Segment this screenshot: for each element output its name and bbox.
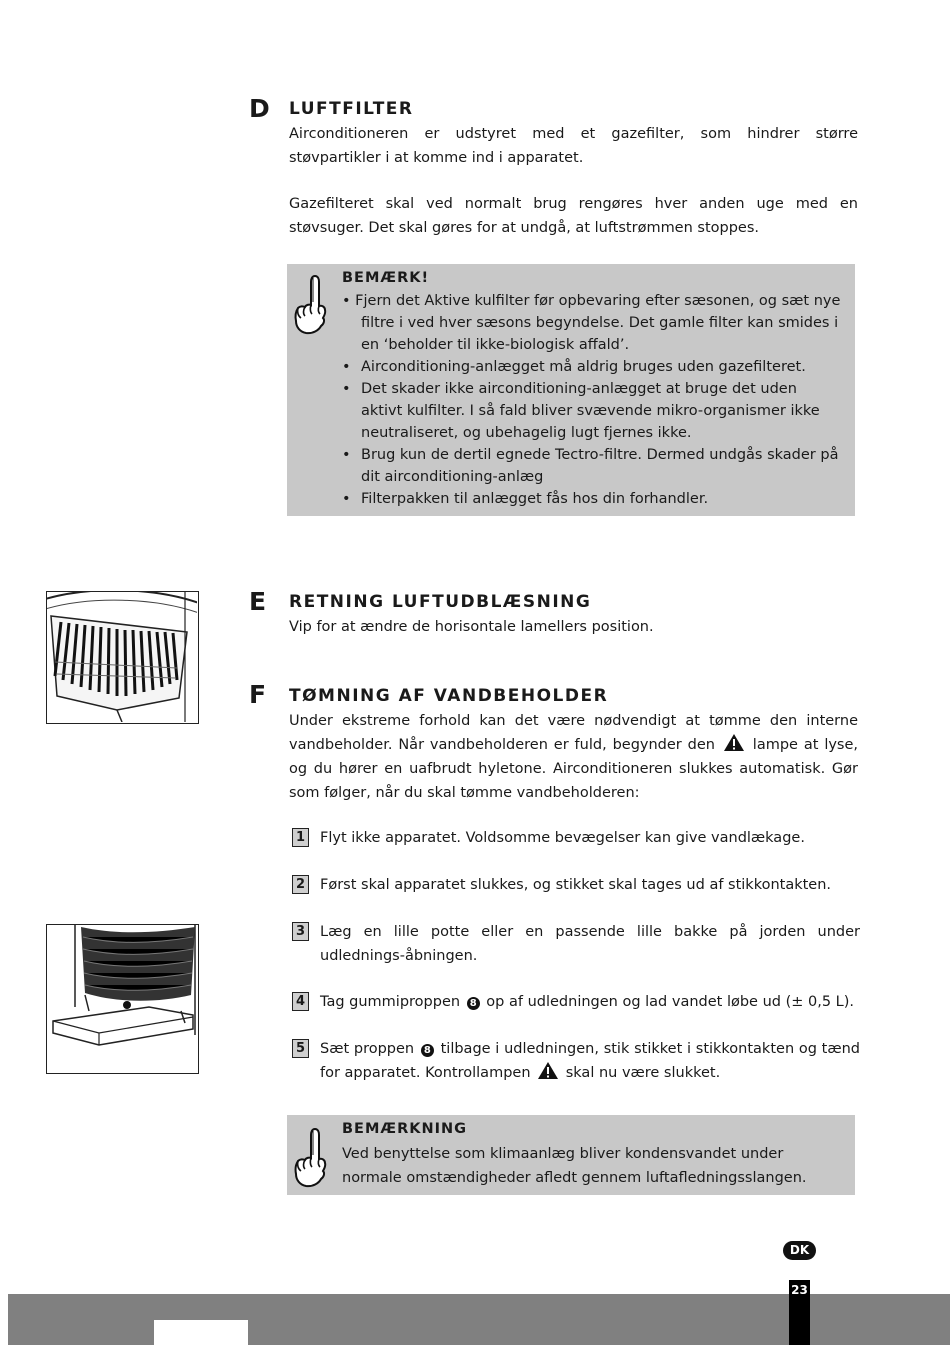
part-number-circle: 8	[421, 1044, 434, 1057]
step-number-badge: 2	[292, 875, 309, 894]
step-text-before: Sæt proppen	[320, 1041, 415, 1057]
section-letter-e: E	[249, 587, 267, 616]
step-text: Læg en lille potte eller en passende lille bakke på jorden under udlednings-åbningen.	[320, 924, 860, 964]
note-item-1: • Fjern det Aktive kulfilter før opbevaring efter sæsonen, og sæt nye filtre i ved hver sæsons begyndelse. Det gamle filter kan smides i en ‘beholder til ikke-biologisk affald’.	[342, 293, 841, 353]
step-text: Først skal apparatet slukkes, og stikket skal tages ud af stikkontakten.	[320, 877, 832, 893]
note-box-filter	[287, 264, 855, 516]
section-d-paragraph-2: Gazefilteret skal ved normalt brug rengøres hver anden uge med en støvsuger. Det skal gøres for at undgå, at luftstrømmen stoppes.	[289, 196, 858, 236]
step-3	[292, 920, 860, 968]
part-number-circle: 8	[467, 997, 480, 1010]
language-badge: DK	[783, 1241, 816, 1260]
step-number-badge: 3	[292, 922, 309, 941]
step-text-after-2: skal nu være slukket.	[565, 1065, 721, 1081]
louvre-illustration	[46, 591, 199, 724]
section-letter-d: D	[249, 94, 270, 123]
section-f-text-before: Under ekstreme forhold kan det være nødvendigt at tømme den interne vandbeholder. Når vandbeholderen er fuld, begynder den	[289, 713, 858, 753]
step-text-after: tilbage i udledningen, stik stikket i stikkontakten og tænd for apparatet. Kontrollampen	[320, 1041, 861, 1081]
step-text-after: op af udledningen og lad vandet løbe ud (± 0,5 L).	[486, 994, 855, 1010]
section-f-text-after: lampe at lyse, og du hører en uafbrudt hyletone. Airconditioneren slukkes automatisk. Gør som følger, når du skal tømme vandbeholderen:	[289, 737, 859, 801]
note-title: BEMÆRK!	[342, 270, 430, 286]
step-2	[292, 873, 860, 897]
step-text	[320, 1037, 860, 1085]
section-e-title: RETNING LUFTUDBLÆSNING	[289, 592, 592, 612]
pointing-hand-icon	[293, 1125, 329, 1189]
step-number-badge: 5	[292, 1039, 309, 1058]
note-item-5: • Filterpakken til anlægget fås hos din forhandler.	[342, 488, 842, 510]
pointing-hand-icon	[293, 272, 329, 336]
note-list	[342, 290, 842, 510]
note-item-3: • Det skader ikke airconditioning-anlægget at bruge det uden aktivt kulfilter. I så fald bliver svævende mikro-organismer ikke neutraliseret, og ubehagelig lugt fjernes ikke.	[342, 378, 842, 444]
warning-lamp-icon	[537, 1061, 559, 1080]
footer-tab	[154, 1320, 248, 1345]
step-number-badge: 4	[292, 992, 309, 1011]
note-box-condensation	[287, 1115, 855, 1195]
section-letter-f: F	[249, 680, 267, 709]
step-1	[292, 826, 860, 850]
section-e-text: Vip for at ændre de horisontale lamellers position.	[289, 619, 654, 635]
water-tray-illustration	[46, 924, 199, 1074]
note-title: BEMÆRKNING	[342, 1121, 468, 1137]
step-5	[292, 1037, 860, 1085]
note-item-2: • Airconditioning-anlægget må aldrig bruges uden gazefilteret.	[342, 356, 842, 378]
step-text	[320, 990, 860, 1014]
step-text-before: Tag gummiproppen	[320, 994, 461, 1010]
note-item-4: • Brug kun de dertil egnede Tectro-filtre. Dermed undgås skader på dit airconditioning-anlæg	[342, 444, 842, 488]
step-4	[292, 990, 860, 1014]
warning-lamp-icon	[723, 733, 745, 752]
section-d-title: LUFTFILTER	[289, 99, 414, 119]
page-number: 23	[789, 1280, 810, 1345]
step-number-badge: 1	[292, 828, 309, 847]
section-d-paragraph-1: Airconditioneren er udstyret med et gazefilter, som hindrer større støvpartikler i at komme ind i apparatet.	[289, 126, 858, 166]
step-text: Flyt ikke apparatet. Voldsomme bevægelser kan give vandlækage.	[320, 830, 805, 846]
section-f-title: TØMNING AF VANDBEHOLDER	[289, 686, 609, 706]
section-f-paragraph	[289, 709, 858, 805]
note-text: Ved benyttelse som klimaanlæg bliver kondensvandet under normale omstændigheder afledt gennem luftafledningsslangen.	[342, 1146, 807, 1186]
